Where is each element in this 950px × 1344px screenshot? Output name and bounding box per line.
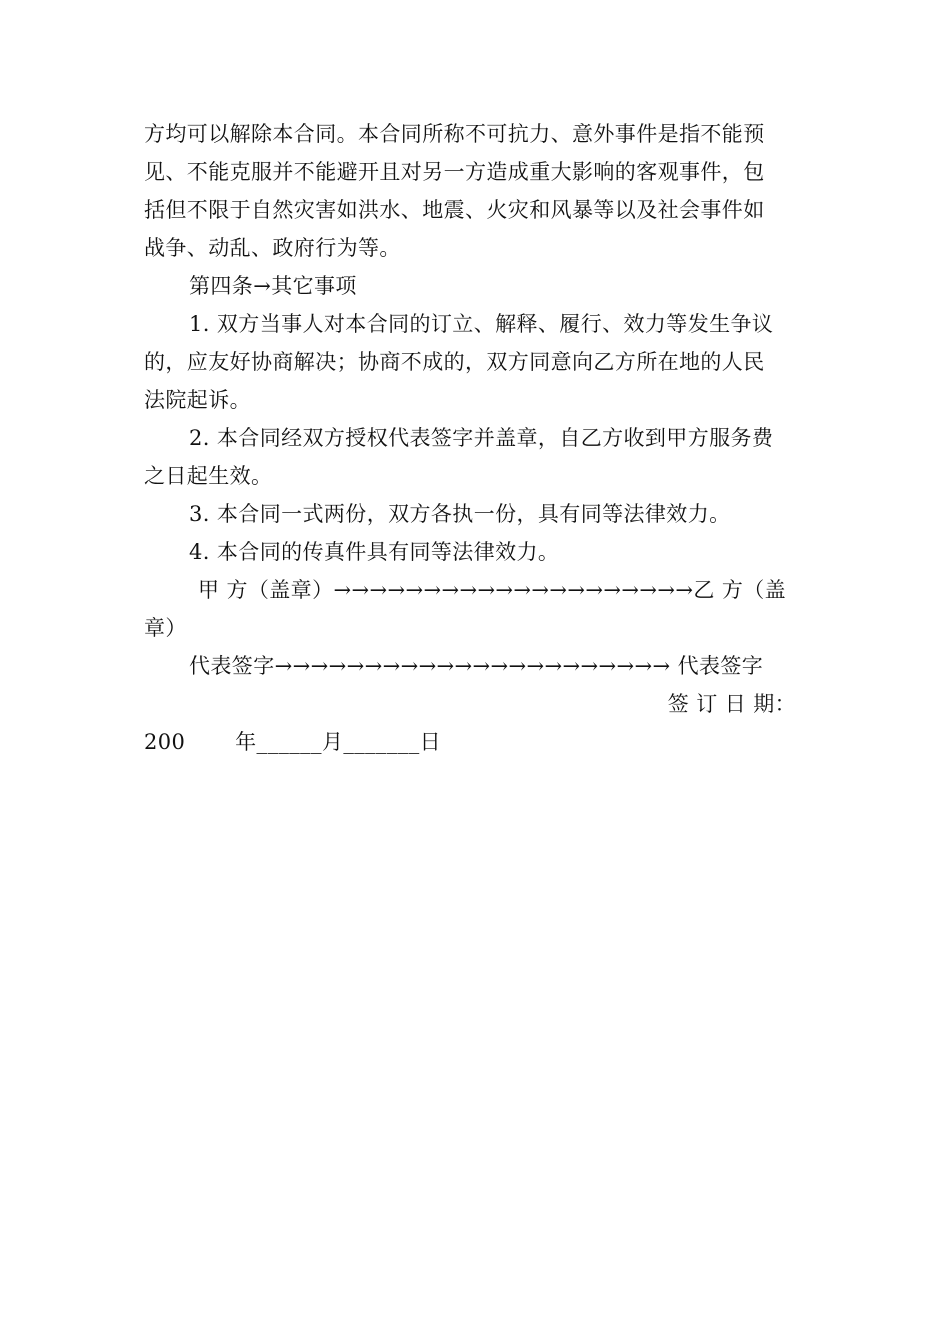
clause-line: 1. 双方当事人对本合同的订立、解释、履行、效力等发生争议	[189, 312, 774, 336]
clause-line: 的，应友好协商解决；协商不成的，双方同意向乙方所在地的人民	[144, 350, 765, 374]
paragraph-line: 见、不能克服并不能避开且对另一方造成重大影响的客观事件，包	[144, 160, 765, 184]
paragraph-line: 括但不限于自然灾害如洪水、地震、火灾和风暴等以及社会事件如	[144, 198, 765, 222]
clause-line: 2. 本合同经双方授权代表签字并盖章，自乙方收到甲方服务费	[189, 426, 774, 450]
party-signature-line-continued: 章）	[144, 616, 187, 640]
signing-date-line: 200 年______月_______日	[144, 730, 442, 754]
paragraph-line: 方均可以解除本合同。本合同所称不可抗力、意外事件是指不能预	[144, 122, 765, 146]
paragraph-line: 战争、动乱、政府行为等。	[144, 236, 401, 260]
signing-date-label: 签 订 日 期：	[667, 692, 796, 716]
representative-signature-line: 代表签字→→→→→→→→→→→→→→→→→→→→→→ 代表签字	[189, 654, 764, 678]
clause-line: 3. 本合同一式两份，双方各执一份，具有同等法律效力。	[189, 502, 731, 526]
clause-line: 法院起诉。	[144, 388, 251, 412]
article-heading: 第四条→其它事项	[189, 274, 357, 298]
clause-line: 4. 本合同的传真件具有同等法律效力。	[189, 540, 560, 564]
party-signature-line: 甲 方（盖章）→→→→→→→→→→→→→→→→→→→→乙 方（盖	[198, 578, 787, 602]
clause-line: 之日起生效。	[144, 464, 273, 488]
